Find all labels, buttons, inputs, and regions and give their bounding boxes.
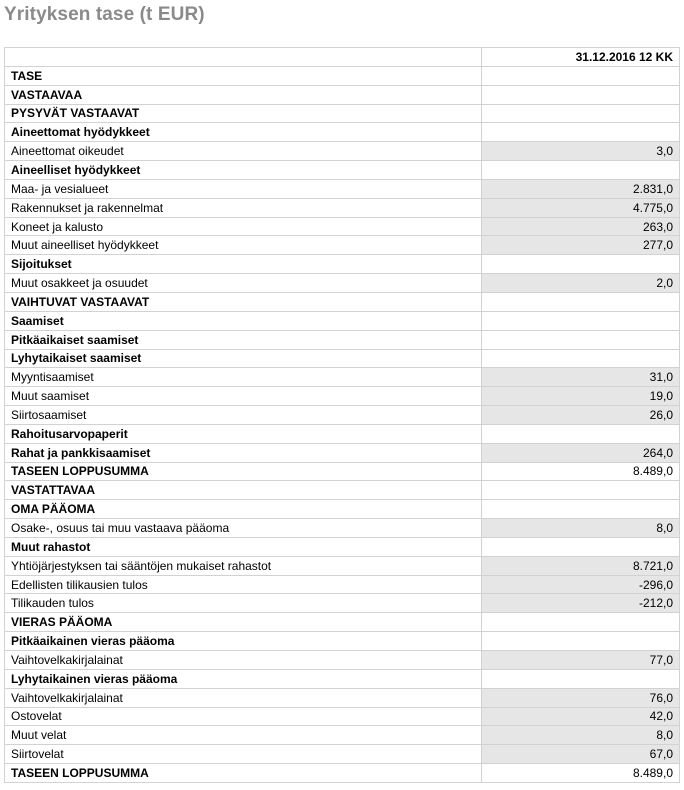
table-row [5, 85, 680, 104]
table-row [5, 142, 680, 161]
row-label: Pitkäaikaiset saamiset [5, 330, 482, 349]
table-row [5, 292, 680, 311]
row-value: 264,0 [482, 443, 680, 462]
table-row [5, 481, 680, 500]
table-row [5, 198, 680, 217]
table-row [5, 537, 680, 556]
header-label-cell [5, 48, 482, 67]
row-label: Pitkäaikainen vieras pääoma [5, 632, 482, 651]
row-value: 26,0 [482, 406, 680, 425]
row-label: Rakennukset ja rakennelmat [5, 198, 482, 217]
table-row [5, 255, 680, 274]
row-value: 8.489,0 [482, 764, 680, 783]
table-row [5, 707, 680, 726]
row-value: 8,0 [482, 726, 680, 745]
table-row [5, 368, 680, 387]
row-label: Maa- ja vesialueet [5, 179, 482, 198]
row-label: Edellisten tilikausien tulos [5, 575, 482, 594]
row-value: 42,0 [482, 707, 680, 726]
table-row [5, 519, 680, 538]
row-label: TASE [5, 66, 482, 85]
row-value: 19,0 [482, 387, 680, 406]
row-label: TASEEN LOPPUSUMMA [5, 462, 482, 481]
row-value [482, 500, 680, 519]
row-value: -296,0 [482, 575, 680, 594]
table-row [5, 349, 680, 368]
row-value: 263,0 [482, 217, 680, 236]
row-label: Muut velat [5, 726, 482, 745]
row-value [482, 123, 680, 142]
row-value: 67,0 [482, 745, 680, 764]
row-label: Koneet ja kalusto [5, 217, 482, 236]
table-header-row [5, 48, 680, 67]
row-label: Rahoitusarvopaperit [5, 424, 482, 443]
row-value: 8,0 [482, 519, 680, 538]
table-row [5, 443, 680, 462]
row-value: 277,0 [482, 236, 680, 255]
row-value: 76,0 [482, 688, 680, 707]
row-label: Tilikauden tulos [5, 594, 482, 613]
row-value [482, 330, 680, 349]
table-row [5, 217, 680, 236]
row-value [482, 85, 680, 104]
row-label: Osake-, osuus tai muu vastaava pääoma [5, 519, 482, 538]
row-label: Muut osakkeet ja osuudet [5, 274, 482, 293]
row-value: 2,0 [482, 274, 680, 293]
table-row [5, 688, 680, 707]
row-label: Muut aineelliset hyödykkeet [5, 236, 482, 255]
row-value: 77,0 [482, 651, 680, 670]
row-value: 4.775,0 [482, 198, 680, 217]
table-row [5, 387, 680, 406]
row-label: Myyntisaamiset [5, 368, 482, 387]
table-row [5, 462, 680, 481]
table-row [5, 274, 680, 293]
table-row [5, 764, 680, 783]
row-label: Muut saamiset [5, 387, 482, 406]
table-row [5, 123, 680, 142]
row-label: Lyhytaikaiset saamiset [5, 349, 482, 368]
row-value: 3,0 [482, 142, 680, 161]
row-label: Yhtiöjärjestyksen tai sääntöjen mukaiset rahastot [5, 556, 482, 575]
row-value [482, 669, 680, 688]
table-row [5, 424, 680, 443]
row-value [482, 424, 680, 443]
row-label: Lyhytaikainen vieras pääoma [5, 669, 482, 688]
row-value [482, 349, 680, 368]
balance-sheet-body [5, 48, 680, 783]
table-row [5, 745, 680, 764]
row-label: Vaihtovelkakirjalainat [5, 651, 482, 670]
table-row [5, 632, 680, 651]
table-row [5, 66, 680, 85]
row-label: Saamiset [5, 311, 482, 330]
row-label: TASEEN LOPPUSUMMA [5, 764, 482, 783]
row-label: VASTAAVAA [5, 85, 482, 104]
table-row [5, 613, 680, 632]
table-row [5, 104, 680, 123]
table-row [5, 669, 680, 688]
table-row [5, 406, 680, 425]
row-label: Rahat ja pankkisaamiset [5, 443, 482, 462]
row-label: Ostovelat [5, 707, 482, 726]
table-row [5, 236, 680, 255]
balance-sheet-table [4, 47, 680, 783]
row-value [482, 311, 680, 330]
row-label: PYSYVÄT VASTAAVAT [5, 104, 482, 123]
table-row [5, 726, 680, 745]
row-label: Sijoitukset [5, 255, 482, 274]
row-value: 2.831,0 [482, 179, 680, 198]
row-label: Muut rahastot [5, 537, 482, 556]
row-label: Siirtosaamiset [5, 406, 482, 425]
table-row [5, 556, 680, 575]
row-value: 31,0 [482, 368, 680, 387]
table-row [5, 575, 680, 594]
table-row [5, 311, 680, 330]
row-label: VAIHTUVAT VASTAAVAT [5, 292, 482, 311]
row-label: Aineettomat oikeudet [5, 142, 482, 161]
table-row [5, 161, 680, 180]
table-row [5, 330, 680, 349]
page-title: Yrityksen tase (t EUR) [4, 4, 205, 25]
row-value [482, 255, 680, 274]
row-value [482, 66, 680, 85]
row-value: 8.721,0 [482, 556, 680, 575]
row-value [482, 613, 680, 632]
header-period-cell: 31.12.2016 12 KK [482, 48, 680, 67]
row-value [482, 632, 680, 651]
row-value [482, 481, 680, 500]
row-value [482, 537, 680, 556]
row-label: Aineettomat hyödykkeet [5, 123, 482, 142]
row-label: VIERAS PÄÄOMA [5, 613, 482, 632]
row-label: Siirtovelat [5, 745, 482, 764]
row-label: Vaihtovelkakirjalainat [5, 688, 482, 707]
table-row [5, 500, 680, 519]
row-value [482, 104, 680, 123]
table-row [5, 179, 680, 198]
row-value [482, 292, 680, 311]
row-label: Aineelliset hyödykkeet [5, 161, 482, 180]
table-row [5, 594, 680, 613]
row-value: 8.489,0 [482, 462, 680, 481]
row-label: OMA PÄÄOMA [5, 500, 482, 519]
row-value: -212,0 [482, 594, 680, 613]
table-row [5, 651, 680, 670]
row-value [482, 161, 680, 180]
row-label: VASTATTAVAA [5, 481, 482, 500]
